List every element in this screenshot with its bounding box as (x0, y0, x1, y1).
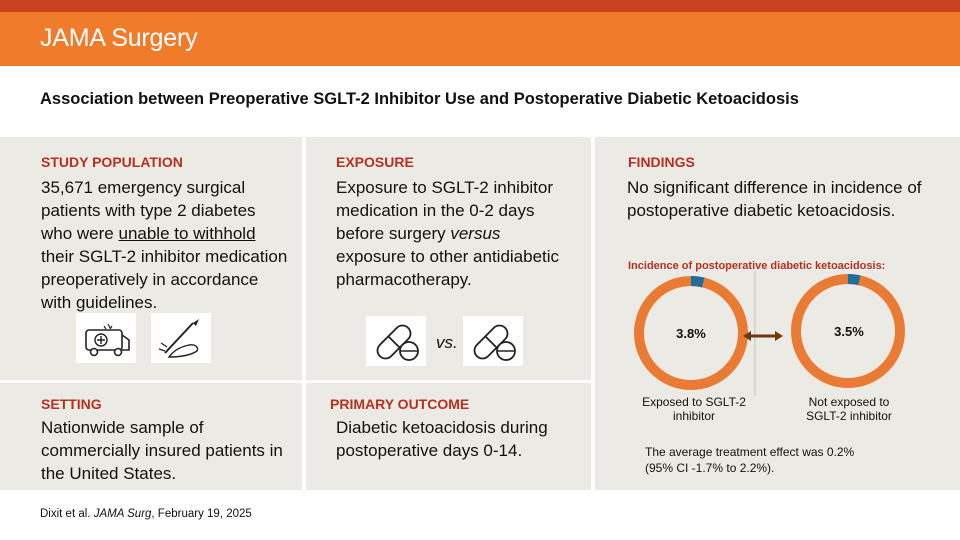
italic-phrase: versus (450, 224, 501, 243)
pill-icon-left (366, 316, 426, 366)
study-population-text: 35,671 emergency surgical patients with type 2 diabetes who were unable to withhold their SGLT-2 inhibitor medication preoperatively in accordance with guidelines. (41, 178, 288, 312)
not-exposed-label: Not exposed to SGLT-2 inhibitor (806, 395, 892, 423)
ambulance-icon (76, 313, 136, 363)
top-accent-strip (0, 0, 960, 12)
exposure-text: Exposure to SGLT-2 inhibitor medication in the 0-2 days before surgery versus exposure to other antidiabetic pharmacotherapy. (336, 178, 560, 289)
setting-heading: SETTING (41, 396, 102, 412)
treatment-effect-text: The average treatment effect was 0.2% (95% CI -1.7% to 2.2%). (645, 445, 855, 475)
findings-chart-title: Incidence of postoperative diabetic ketoacidosis: (628, 260, 886, 272)
underlined-phrase: unable to withhold (118, 224, 256, 243)
citation: Dixit et al. JAMA Surg, February 19, 2025 (40, 508, 252, 520)
exposed-value: 3.8% (676, 326, 706, 341)
versus-label: vs. (436, 333, 458, 352)
journal-name: JAMA Surgery (40, 24, 198, 52)
donut-charts (595, 270, 960, 400)
double-arrow-icon (743, 331, 783, 341)
pill-icon-right (463, 316, 523, 366)
setting-text: Nationwide sample of commercially insured patients in the United States. (41, 418, 283, 483)
scalpel-hand-icon (151, 313, 211, 363)
findings-text: No significant difference in incidence of postoperative diabetic ketoacidosis. (627, 178, 922, 220)
primary-outcome-text: Diabetic ketoacidosis during postoperative days 0-14. (336, 418, 548, 460)
primary-outcome-heading: PRIMARY OUTCOME (330, 396, 470, 412)
findings-heading: FINDINGS (628, 154, 695, 170)
exposed-label: Exposed to SGLT-2 inhibitor (642, 395, 746, 423)
study-population-heading: STUDY POPULATION (41, 154, 183, 170)
infographic-title: Association between Preoperative SGLT-2 Inhibitor Use and Postoperative Diabetic Ketoacidosis (40, 90, 799, 108)
exposure-heading: EXPOSURE (336, 154, 414, 170)
not-exposed-value: 3.5% (834, 324, 864, 339)
